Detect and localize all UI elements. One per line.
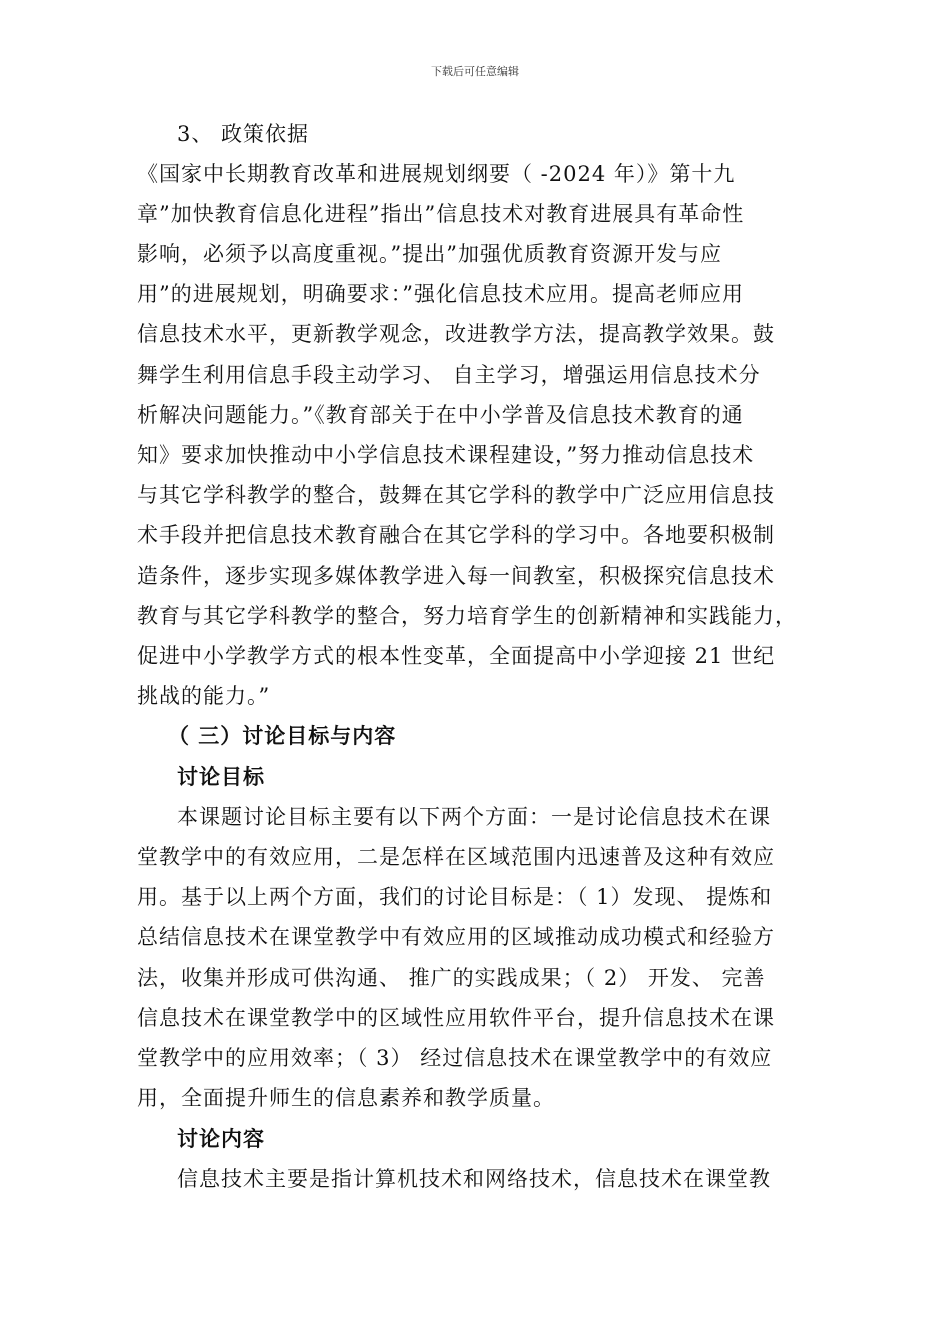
paragraph-line: 术手段并把信息技术教育融合在其它学科的学习中。各地要积极制 bbox=[137, 523, 775, 547]
paragraph-line: 挑战的能力。” bbox=[137, 684, 271, 708]
paragraph-line: 信息技术在课堂教学中的区域性应用软件平台，提升信息技术在课 bbox=[137, 1006, 775, 1030]
section-heading-goals-and-content: （ 三）讨论目标与内容 bbox=[168, 723, 397, 748]
paragraph-line: 用，全面提升师生的信息素养和教学质量。 bbox=[137, 1086, 555, 1110]
paragraph-line: 用。基于以上两个方面，我们的讨论目标是：（ 1）发现、 提炼和 bbox=[137, 885, 773, 909]
paragraph-line: 影响，必须予以高度重视。”提出”加强优质教育资源开发与应 bbox=[137, 242, 722, 266]
page-header: 下载后可任意编辑 bbox=[431, 65, 519, 78]
paragraph-line: 堂教学中的有效应用，二是怎样在区域范围内迅速普及这种有效应 bbox=[137, 845, 775, 869]
subheading-research-content: 讨论内容 bbox=[177, 1126, 265, 1151]
paragraph-line: 析解决问题能力。”《教育部关于在中小学普及信息技术教育的通 bbox=[137, 403, 744, 427]
paragraph-line: 教育与其它学科教学的整合，努力培育学生的创新精神和实践能力， bbox=[137, 604, 797, 628]
paragraph-line: 与其它学科教学的整合，鼓舞在其它学科的教学中广泛应用信息技 bbox=[137, 483, 775, 507]
paragraph-line: 用”的进展规划，明确要求：”强化信息技术应用。提高老师应用 bbox=[137, 282, 744, 306]
section-heading-policy-basis: 3、 政策依据 bbox=[177, 122, 310, 146]
paragraph-line: 本课题讨论目标主要有以下两个方面：一是讨论信息技术在课 bbox=[177, 805, 771, 829]
paragraph-line: 《国家中长期教育改革和进展规划纲要（ -2024 年）》第十九 bbox=[137, 162, 736, 186]
paragraph-line: 信息技术水平，更新教学观念，改进教学方法，提高教学效果。鼓 bbox=[137, 322, 775, 346]
paragraph-line: 知》要求加快推动中小学信息技术课程建设，”努力推动信息技术 bbox=[137, 443, 755, 467]
subheading-research-goals: 讨论目标 bbox=[177, 764, 265, 789]
paragraph-line: 造条件，逐步实现多媒体教学进入每一间教室，积极探究信息技术 bbox=[137, 564, 775, 588]
paragraph-line: 堂教学中的应用效率；（ 3） 经过信息技术在课堂教学中的有效应 bbox=[137, 1046, 773, 1070]
paragraph-line: 总结信息技术在课堂教学中有效应用的区域推动成功模式和经验方 bbox=[137, 925, 775, 949]
paragraph-line: 促进中小学教学方式的根本性变革，全面提高中小学迎接 21 世纪 bbox=[137, 644, 776, 668]
paragraph-line: 章”加快教育信息化进程”指出”信息技术对教育进展具有革命性 bbox=[137, 202, 745, 226]
paragraph-line: 舞学生利用信息手段主动学习、 自主学习，增强运用信息技术分 bbox=[137, 363, 761, 387]
paragraph-line: 信息技术主要是指计算机技术和网络技术，信息技术在课堂教 bbox=[177, 1167, 771, 1191]
paragraph-line: 法，收集并形成可供沟通、 推广的实践成果；（ 2） 开发、 完善 bbox=[137, 966, 766, 990]
